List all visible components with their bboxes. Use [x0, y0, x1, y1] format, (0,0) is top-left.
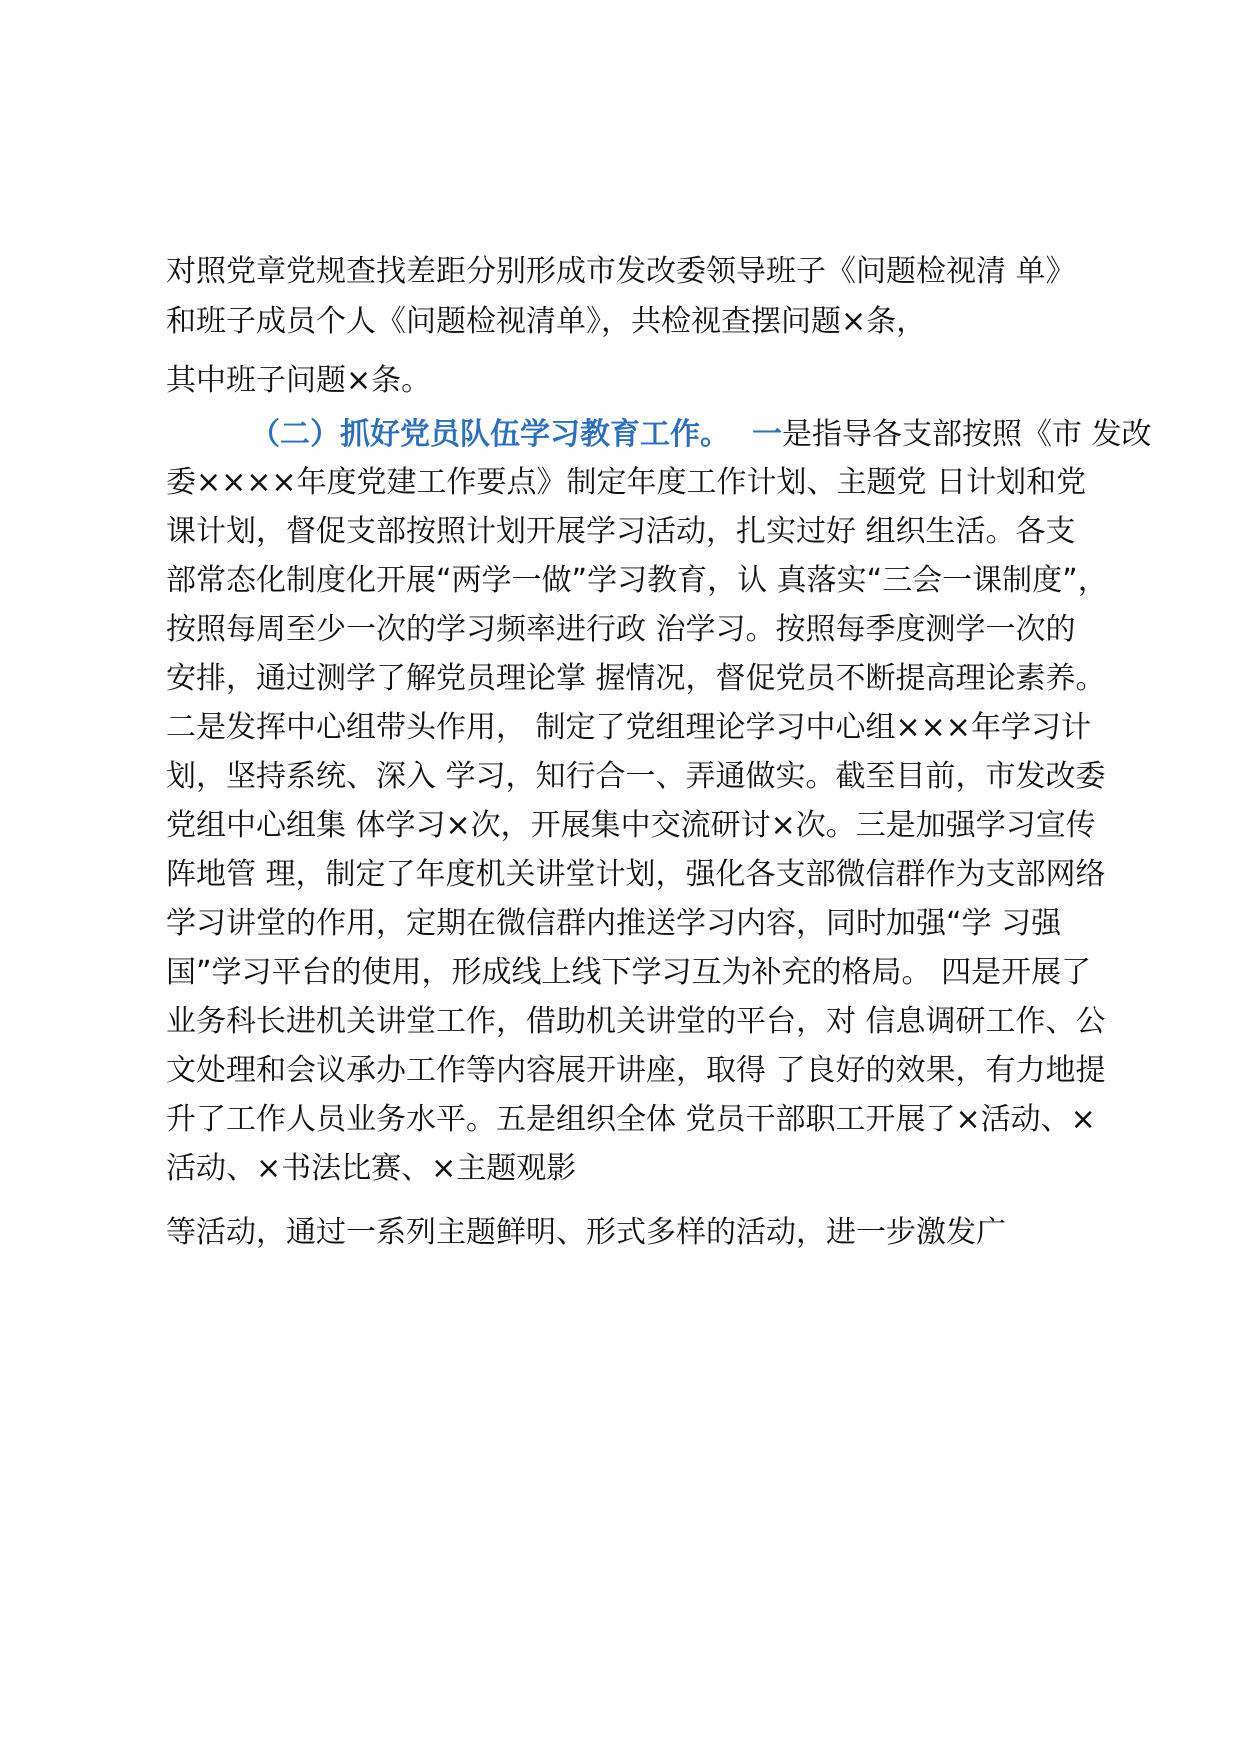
closing-line: 等活动，通过一系列主题鲜明、形式多样的活动，进一步激发广 — [166, 1215, 1006, 1250]
body-line-9: 阵地管 理，制定了年度机关讲堂计划，强化各支部微信群作为支部网络 — [166, 857, 1106, 892]
body-line-10: 学习讲堂的作用，定期在微信群内推送学习内容，同时加强“学 习强 — [166, 906, 1062, 941]
body-line-6: 二是发挥中心组带头作用， 制定了党组理论学习中心组×××年学习计 — [166, 710, 1091, 745]
body-line-4: 按照每周至少一次的学习频率进行政 治学习。按照每季度测学一次的 — [166, 612, 1076, 647]
body-line-11: 国”学习平台的使用，形成线上线下学习互为补充的格局。 四是开展了 — [166, 955, 1092, 990]
body-line-8: 党组中心组集 体学习×次，开展集中交流研讨×次。三是加强学习宣传 — [166, 808, 1096, 843]
section-heading-line — [250, 415, 1152, 455]
body-line-14: 升了工作人员业务水平。五是组织全体 党员干部职工开展了×活动、× — [166, 1102, 1096, 1137]
body-line-5: 安排，通过测学了解党员理论掌 握情况，督促党员不断提高理论素养。 — [166, 661, 1106, 696]
intro-line-3: 其中班子问题×条。 — [166, 363, 432, 398]
section-first-marker: 一 — [752, 417, 782, 452]
body-line-3: 部常态化制度化开展“两学一做”学习教育，认 真落实“三会一课制度”， — [166, 563, 1108, 598]
body-line-7: 划，坚持系统、深入 学习，知行合一、弄通做实。截至目前，市发改委 — [166, 759, 1106, 794]
intro-line-1: 对照党章党规查找差距分别形成市发改委领导班子《问题检视清 单》 — [166, 254, 1076, 289]
section-first-rest: 是指导各支部按照《市 发改 — [782, 417, 1152, 452]
body-line-1: 委××××年度党建工作要点》制定年度工作计划、主题党 日计划和党 — [166, 465, 1087, 500]
body-line-2: 课计划，督促支部按照计划开展学习活动，扎实过好 组织生活。各支 — [166, 514, 1076, 549]
intro-line-2: 和班子成员个人《问题检视清单》，共检视查摆问题×条， — [166, 304, 927, 339]
section-heading: （二）抓好党员队伍学习教育工作。 — [250, 417, 730, 452]
body-line-13: 文处理和会议承办工作等内容展开讲座，取得 了良好的效果，有力地提 — [166, 1053, 1106, 1088]
body-line-15: 活动、×书法比赛、×主题观影 — [166, 1151, 577, 1186]
body-line-12: 业务科长进机关讲堂工作，借助机关讲堂的平台，对 信息调研工作、公 — [166, 1004, 1106, 1039]
